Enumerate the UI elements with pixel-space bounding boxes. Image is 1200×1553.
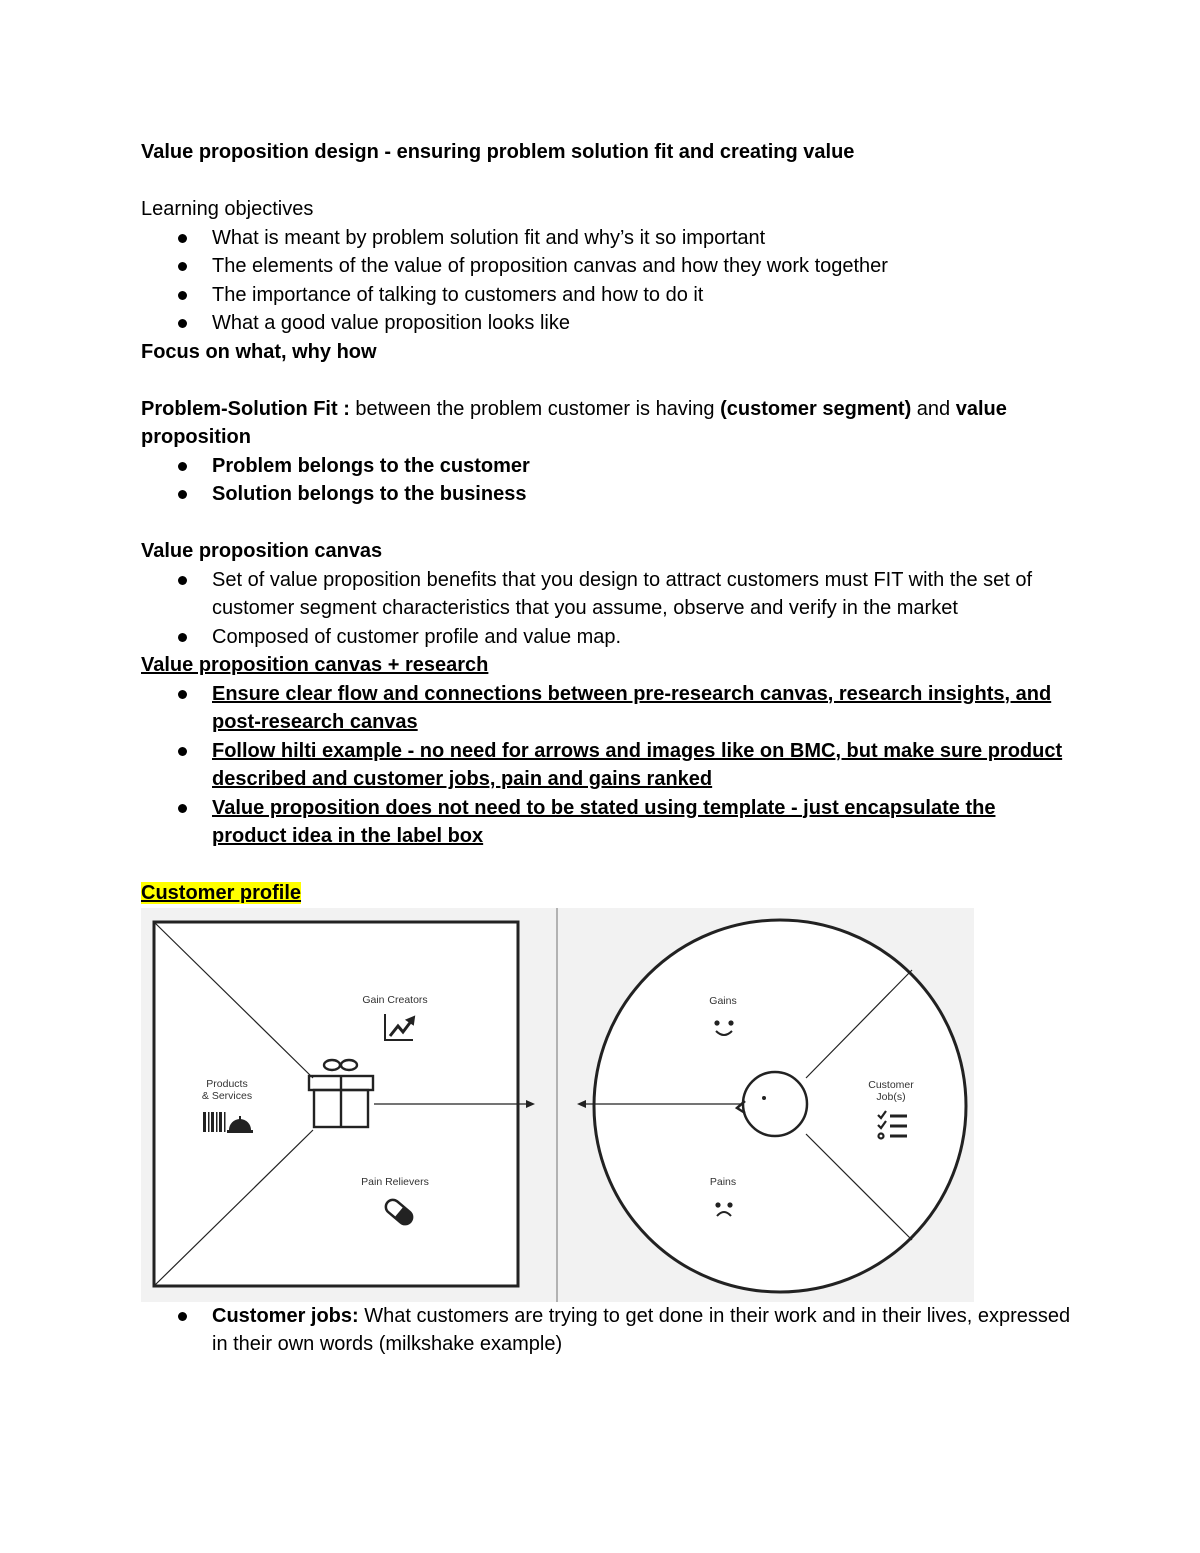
vpc-research-heading: Value proposition canvas + research — [141, 654, 489, 676]
focus-line: Focus on what, why how — [141, 340, 377, 363]
list-item: Solution belongs to the business — [212, 480, 1071, 509]
list-item: What a good value proposition looks like — [212, 309, 1071, 338]
vpc-research-list — [141, 680, 1071, 851]
list-item: Follow hilti example - no need for arrows and images like on BMC, but make sure product described and customer jobs, pain and gains ranked — [212, 737, 1071, 794]
customer-jobs-label-line-1: Customer — [868, 1078, 914, 1091]
list-item: Set of value proposition benefits that you design to attract customers must FIT with the set of customer segment characteristics that you assume, observe and verify in the market — [212, 566, 1071, 623]
value-proposition-canvas-diagram — [141, 908, 974, 1302]
customer-profile-list — [141, 1302, 1071, 1359]
list-item: Composed of customer profile and value map. — [212, 623, 1071, 652]
list-item: Problem belongs to the customer — [212, 452, 1071, 481]
list-item: The elements of the value of proposition canvas and how they work together — [212, 252, 1071, 281]
document-page — [141, 138, 1071, 1359]
list-item: Ensure clear flow and connections between pre-research canvas, research insights, and post-research canvas — [212, 680, 1071, 737]
psf-term: Problem-Solution Fit : — [141, 397, 350, 420]
pains-label: Pains — [709, 1175, 737, 1188]
list-item: Value proposition does not need to be stated using template - just encapsulate the product idea in the label box — [212, 794, 1071, 851]
list-item: What is meant by problem solution fit and why’s it so important — [212, 224, 1071, 253]
list-item — [212, 1302, 1071, 1359]
list-item: The importance of talking to customers and how to do it — [212, 281, 1071, 310]
products-label-line-2: & Services — [201, 1089, 253, 1102]
psf-paragraph — [141, 395, 1071, 452]
pain-relievers-label: Pain Relievers — [361, 1175, 429, 1188]
psf-list — [141, 452, 1071, 509]
gains-label: Gains — [709, 994, 737, 1007]
customer-jobs-text: What customers are trying to get done in their work and in their lives, expressed in their own words (milkshake example) — [212, 1304, 1071, 1355]
psf-value-proposition: value proposition — [141, 397, 1007, 448]
customer-jobs-term: Customer jobs: — [212, 1304, 359, 1327]
canvas-svg — [141, 908, 974, 1302]
products-label-line-1: Products — [206, 1077, 248, 1090]
customer-profile-heading: Customer profile — [141, 882, 302, 904]
psf-text-2: and — [911, 397, 956, 420]
customer-profile-heading-line — [141, 879, 1071, 908]
document-title: Value proposition design - ensuring problem solution fit and creating value — [141, 141, 855, 163]
objectives-heading: Learning objectives — [141, 198, 314, 220]
psf-segment: (customer segment) — [720, 397, 912, 420]
objectives-list — [141, 224, 1071, 338]
psf-text-1: between the problem customer is having — [349, 397, 721, 420]
customer-jobs-label-line-2: Job(s) — [876, 1090, 906, 1103]
vpc-list — [141, 566, 1071, 652]
customer-profile-circle — [594, 920, 966, 1292]
vpc-heading: Value proposition canvas — [141, 540, 383, 562]
gain-creators-label: Gain Creators — [362, 993, 428, 1006]
